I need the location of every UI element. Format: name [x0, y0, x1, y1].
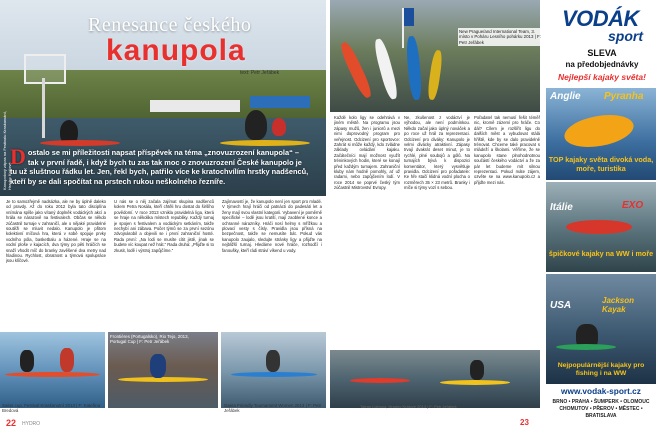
vodak-sport-advertisement[interactable] [542, 0, 660, 432]
hero-player [272, 118, 286, 136]
lead-dropcap: D [10, 144, 26, 169]
ad-logo-vodak: VODÁK [562, 6, 639, 31]
ad-headline-sleva: SLEVA [587, 48, 617, 58]
article-columns-left [6, 199, 324, 326]
article-column-4: Každé kolo ligy se odehrává v jiném městě. Na programu jsou zápasy mužů, žen i juniorů a mezi nimi doprovodný program pro veřejnost. Odcizení pro sportovce: Zahrát si může každý, kdo zvládne základy ovládání kajaku. Začátečníci mají možnost využít tréninkových hodin, které se konají před každým turnajem. Zahraniční kluby nám hodně pomohly, ať už radami, nebo zapůjčením lodí. V roce 2014 se poprvé český tým zúčastnil Mistrovství Evropy. [334, 115, 400, 191]
ad-headline-best-kayaks: Nejlepší kajaky světa! [558, 72, 646, 82]
article-byline: text: Petr Jeřábek [240, 70, 280, 76]
ad-store-cities [546, 399, 656, 420]
hero-banner [150, 100, 240, 112]
side-photo-caption: Kanupolový zápas na Festivalu Kraskanutní, Hradec Králové [2, 111, 12, 190]
ad-logo-sport: sport [608, 28, 643, 44]
hero-goal-net [24, 54, 66, 84]
caption-right-bottom: Tatran Lizbona, Hradec Králové 2013 | F: Petr Jeřábek [360, 404, 457, 409]
ad-panel-exo [546, 182, 656, 272]
ad-cities-line2: CHOMUTOV • PŘEROV • MĚSTEC • BRATISLAVA [559, 406, 643, 419]
ad-panel-pyranha [546, 88, 656, 180]
magazine-name-left: HYDRO [22, 421, 41, 427]
photo-kayak-standing [427, 50, 444, 101]
article-column-6: Pořadatel tak nemusí řešit téměř nic, kromě zázemí pro hráče. Co dál? Cílem je rozšířit ligu do dalších měst a vybudovat stálá hřiště, kde by se dalo pravidelně trénovat. Chceme také pracovat s mládeží a školami. Věříme, že se kanupolo stane plnohodnotnou součástí českého vodáctví a že za pár let budeme mít silnou reprezentaci. Pokud máte zájem, ozvěte se na www.kanupolo.cz a přijďte mezi nás. [474, 115, 540, 185]
hero-banner-blue [250, 96, 310, 108]
hero-player [245, 110, 267, 140]
photo-player [20, 350, 34, 372]
ad-panel1-text: TOP kajaky světa divoká voda, moře, turistika [548, 155, 654, 173]
ad-brand-anglie: Anglie [550, 91, 581, 102]
photo-kayak-standing [372, 38, 400, 101]
article-columns-right [334, 115, 540, 345]
ad-panel3-text: Nejpopulárnější kajaky pro fishing i na WW [557, 362, 645, 377]
ad-brand-pyranha: Pyranha [604, 91, 644, 102]
ad-kayak-image [566, 220, 632, 234]
photo-kayak [440, 380, 510, 385]
photo-kayak-standing [338, 40, 374, 99]
caption-gaeta: Gaeta Friendly Tournament Women 2013 | F: Petr Jeřábek [224, 403, 322, 414]
article-column-2: U nás se o něj začala zajímat skupina nadšenců kolem Petra Nosála, kteří chtěli hru dostat do širšího povědomí. V roce 2013 vznikla pravidelná liga, která se hraje na několika místech republiky. Každý turnaj je spojen s festivalem a vodáckým setkáním, takže nechybí ani zábava. Počet týmů se za první sezónu zdvojnásobil a objevili se i první zahraniční hosté. Rada první: „Na lodi se musíte cítit jistě, jinak se budete víc koupat než hrát.“ Rada druhá: „Přijďte si to zkusit, lodě i výstroj zapůjčíme.“ [114, 199, 214, 253]
photo-kayak [118, 377, 208, 382]
photo-player [60, 348, 74, 372]
ad-kayak-image [556, 344, 616, 350]
caption-portugal-cup: Frontières (Portugalsko), Rio Tejo, 2013, Portugal Cup | F: Petr Jeřábek [110, 334, 189, 345]
ad-kayak-image [562, 110, 636, 152]
photo-kayak [231, 372, 317, 377]
photo-right-top-boats [330, 0, 540, 112]
ad-brand-italie: Itálie [550, 202, 573, 213]
hero-kayak [220, 140, 310, 146]
article-lead [10, 144, 310, 186]
photo-kayak [5, 372, 100, 377]
caption-swiss-cup: Swiss cup, Festival Kraskanutní 2013 | F: Kateřina Bredová [2, 403, 101, 414]
photo-gaeta-tournament [221, 332, 326, 408]
photo-kayak [350, 378, 410, 383]
hero-goal-pole [42, 78, 45, 138]
photo-player [470, 360, 484, 380]
article-column-1: Je to samozřejmě nadsázka, ale ne by úplně daleko od pravdy. Až do roku 2012 byla tato disciplína vnímána spíše jako vítaný doplněk vodáckých akcí a hrála se nárazově na festivalech. Občas se někdo zúčastnil turnaje v zahraničí, ale o nějaké pravidelné soutěži se mluvit nedalo. Kanupolo je přitom kolektivní míčová hra, která v sobě spojuje prvky vodního póla, basketbalu a házené. Hraje se na vodní ploše v kajacích, dva týmy po pěti hráčích se snaží vhodit míč do branky zavěšené dva metry nad hladinou. Rychlost, obratnost a týmová spolupráce jsou klíčové. [6, 199, 106, 264]
ad-cities-line1: BRNO • PRAHA • ŠUMPERK • OLOMOUC [552, 399, 650, 405]
article-title-line1: Renesance českého [88, 14, 252, 36]
ad-brand-jackson: Jackson Kayak [602, 296, 635, 314]
ad-footer [546, 386, 656, 430]
photo-player [150, 354, 166, 378]
ad-panel2-text: špičkové kajaky na WW i moře [548, 249, 654, 258]
ad-brand-usa: USA [550, 300, 572, 311]
page-number-left: 22 [6, 418, 17, 428]
hero-kayak [40, 140, 120, 146]
photo-swiss-cup [0, 332, 105, 408]
page-number-right: 23 [520, 418, 529, 427]
photo-player [266, 350, 280, 372]
caption-right-top: New Prague/and International Team, 3. místo v Poháru Lesního pohárku 2013 | F: Petr Jeřábek [459, 29, 541, 45]
photo-right-bottom-match [330, 350, 540, 408]
ad-panel-jackson [546, 274, 656, 384]
article-title-line2: kanupola [106, 34, 246, 67]
photo-kayak-standing [405, 36, 423, 101]
article-column-5: Ne, zkušenost z vodáctví je výhodou, ale není podmínkou. Někdo začal jako úplný nováček a po roce už hrál za reprezentaci. Odcizení pro diváky: Kanupolo je velmi divácky atraktivní. Zápasy trvají dvakrát deset minut, je to rychlé, plné soubojů a gólů. Na turnajích bývá k dispozici komentátor, který vysvětluje pravidla. Odcizení pro pořadatele: Ke hře stačí klidná vodní plocha o rozměrech 35 × 23 metrů. Branky i míče si týmy vozí s sebou. [404, 115, 470, 191]
ad-brand-exo: EXO [622, 200, 644, 211]
lead-text: ostalo se mi příležitosti napsat příspěvek na téma „znovuzrození kanupola“ – tak v první řadě, i když bych tu zas tak moc o znovuzrození České kanupolo je tu už sluštnou řádku let. Jen, řekl bych, patřilo více ke kratochvílím hrstky nadšenců, kteří by se dali spočítat na prstech rukou neškolného řezníře. [10, 148, 309, 186]
photo-flag [404, 8, 414, 26]
article-column-3: Zajímavostí je, že kanupolo není jen sport pro mladé. V týmech hrají hráči od patnácti do padesáti let a ženy mají svou vlastní kategorii. Vybavení je poměrně specifické – lodě jsou kratší, mají zaoblené konce a ochranné nárazníky. Hráči nosí helmy s mřížkou a plovací vesty s čísly. Pravidla jsou přísná na bezpečnost, takže se nemusíte bát. Pokud vás kanupolo zaujalo, sledujte stránky ligy a přijďte na nejbližší turnaj. Hledáme nové hráče, rozhodčí i fanoušky, kteří rádi stráví víkend u vody. [222, 199, 322, 253]
ad-website-link[interactable]: www.vodak-sport.cz [561, 386, 641, 396]
ad-headline-preorder: na předobjednávky [565, 60, 639, 69]
